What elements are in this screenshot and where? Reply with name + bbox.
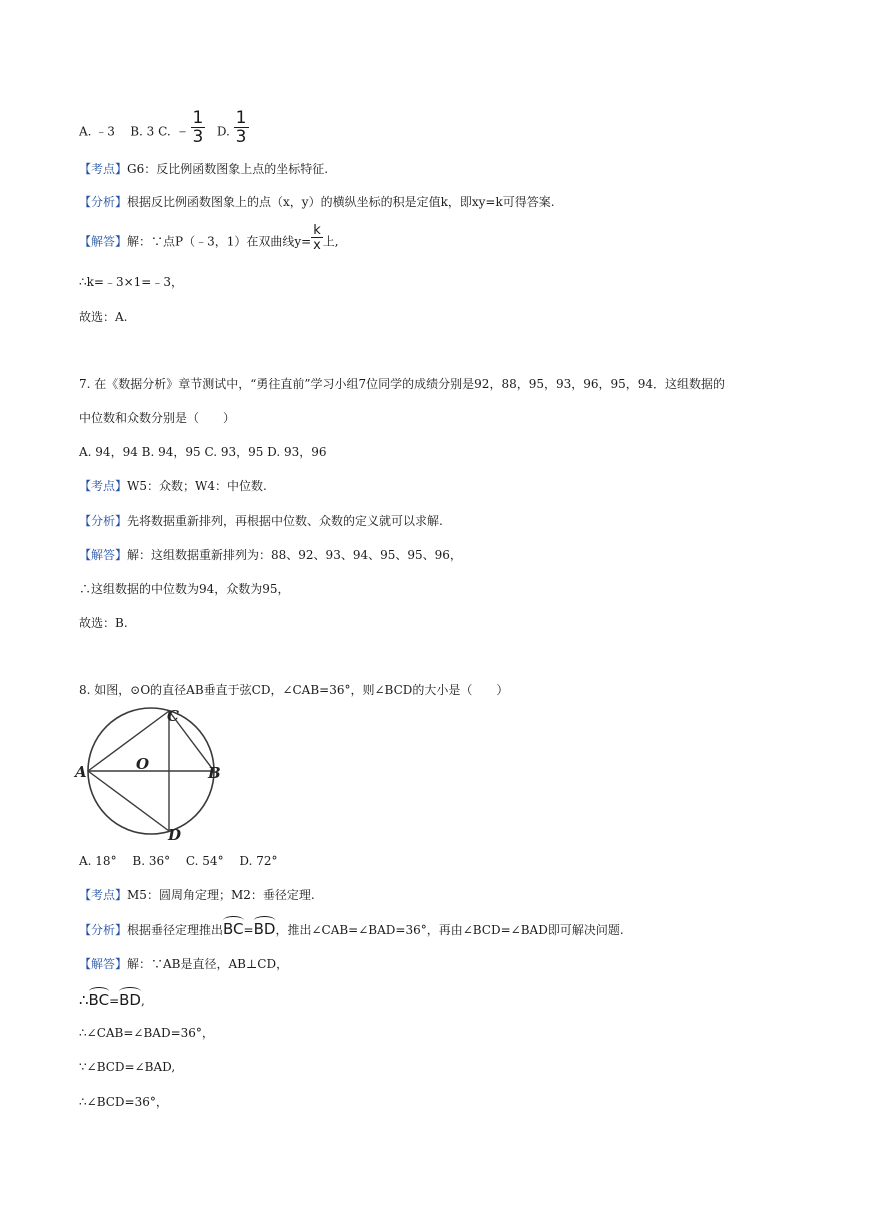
equals-sign: = (243, 923, 254, 937)
kaodian-tag: 【考点】 (79, 888, 128, 902)
segment-ac (88, 711, 169, 771)
q6-jieda (79, 223, 339, 253)
q8-kaodian-text: M5：圆周角定理；M2：垂径定理. (127, 888, 315, 902)
jieda-tag: 【解答】 (79, 957, 128, 971)
q8-circle-figure (72, 704, 232, 846)
q7-jieda-text: 解：这组数据重新排列为：88、92、93、94、95、95、96， (127, 548, 462, 562)
q8-step1-end: , (140, 994, 145, 1008)
q7-jieda (79, 547, 462, 563)
fenxi-tag: 【分析】 (79, 923, 128, 937)
q6-kaodian (79, 161, 328, 177)
q7-fenxi (79, 513, 443, 529)
q7-fenxi-text: 先将数据重新排列，再根据中位数、众数的定义就可以求解. (127, 514, 443, 528)
label-c: C (167, 707, 179, 725)
label-d: D (168, 826, 182, 844)
q6-kaodian-text: G6：反比例函数图象上点的坐标特征. (127, 162, 329, 176)
segment-ad (88, 771, 169, 831)
q8-kaodian (79, 887, 315, 903)
fenxi-tag: 【分析】 (79, 514, 128, 528)
q6-fenxi (79, 194, 555, 210)
arc-bd: BD (253, 920, 276, 938)
q6-option-c-sign: ﹣ (174, 120, 191, 140)
q8-jieda-text: 解：∵AB是直径，AB⊥CD， (127, 957, 289, 971)
q7-stem-line2: 中位数和众数分别是（ ） (79, 411, 236, 425)
therefore-symbol: ∴ (79, 991, 89, 1009)
q6-option-d: D. (216, 124, 230, 139)
q6-option-c-denominator: 3 (192, 127, 204, 147)
q8-jieda (79, 956, 288, 972)
q6-answer: 故选：A. (79, 310, 128, 324)
label-o: O (136, 755, 150, 773)
q8-fenxi-text-end: ，推出∠CAB=∠BAD=36°，再由∠BCD=∠BAD即可解决问题. (275, 923, 624, 937)
equals-sign: = (109, 994, 120, 1008)
q6-option-d-denominator: 3 (235, 127, 247, 147)
label-a: A (75, 763, 87, 781)
q8-fenxi (79, 921, 624, 938)
q6-step1: ∴k=﹣3×1=﹣3， (79, 275, 183, 289)
q6-option-c: C. (158, 124, 171, 139)
q8-fenxi-text: 根据垂径定理推出 (127, 923, 224, 937)
q6-option-c-fraction (191, 110, 206, 146)
q8-options: A. 18° B. 36° C. 54° D. 72° (79, 854, 278, 868)
arc-bc: BC (223, 920, 244, 938)
q7-stem-line1: 7. 在《数据分析》章节测试中，“勇往直前”学习小组7位同学的成绩分别是92，88，95，93，96，95，94．这组数据的 (79, 377, 726, 391)
q8-step3: ∵∠BCD=∠BAD, (79, 1060, 176, 1074)
q6-option-c-numerator: 1 (192, 108, 204, 128)
jieda-tag: 【解答】 (79, 234, 128, 249)
q6-option-a: A. ﹣3 (79, 124, 115, 139)
q6-jieda-numerator: k (313, 223, 321, 238)
q6-fenxi-text: 根据反比例函数图象上的点（x，y）的横纵坐标的积是定值k，即xy=k可得答案. (127, 195, 555, 209)
q7-options: A. 94，94 B. 94，95 C. 93，95 D. 93，96 (79, 445, 327, 459)
q6-jieda-denominator: x (313, 238, 321, 253)
q8-step4: ∴∠BCD=36°， (79, 1095, 168, 1109)
q7-step1: ∴这组数据的中位数为94，众数为95， (79, 582, 290, 596)
q6-jieda-text-end: 上, (322, 234, 339, 249)
arc-bc: BC (88, 991, 110, 1009)
q6-option-d-numerator: 1 (235, 108, 247, 128)
jieda-tag: 【解答】 (79, 548, 128, 562)
q6-option-d-fraction (234, 110, 249, 146)
q8-stem: 8. 如图，⊙O的直径AB垂直于弦CD，∠CAB=36°，则∠BCD的大小是（ ） (79, 683, 509, 697)
fenxi-tag: 【分析】 (79, 195, 128, 209)
q6-jieda-text: 解：∵点P（﹣3，1）在双曲线y= (127, 234, 312, 249)
q7-answer: 故选：B. (79, 616, 128, 630)
kaodian-tag: 【考点】 (79, 479, 128, 493)
q8-step2: ∴∠CAB=∠BAD=36°， (79, 1026, 214, 1040)
label-b: B (208, 764, 221, 782)
arc-bd: BD (119, 991, 141, 1009)
q6-jieda-fraction (311, 224, 323, 252)
q8-step1 (79, 992, 145, 1009)
q6-options (79, 108, 249, 147)
q6-option-b: B. 3 (130, 124, 155, 139)
q7-kaodian (79, 478, 267, 494)
kaodian-tag: 【考点】 (79, 162, 128, 176)
q7-kaodian-text: W5：众数；W4：中位数. (127, 479, 267, 493)
